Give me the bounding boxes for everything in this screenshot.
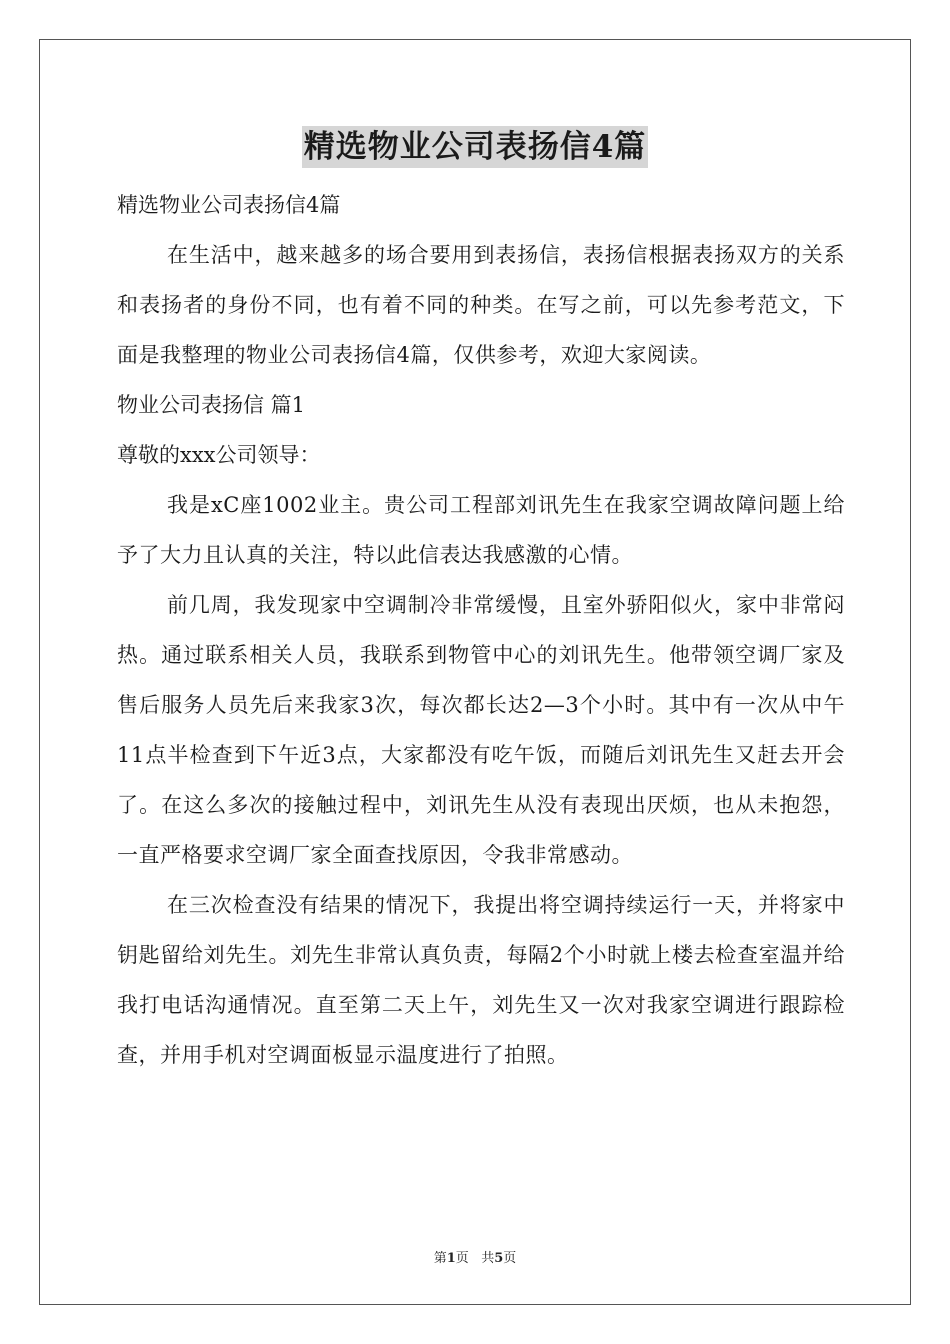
document-body: [117, 180, 845, 1080]
footer-total-pages: 5: [494, 1251, 504, 1266]
body-paragraph-2: 前几周，我发现家中空调制冷非常缓慢，且室外骄阳似火，家中非常闷热。通过联系相关人员，我联系到物管中心的刘讯先生。他带领空调厂家及售后服务人员先后来我家3次，每次都长达2—3个小时。其中有一次从中午11点半检查到下午近3点，大家都没有吃午饭，而随后刘讯先生又赶去开会了。在这么多次的接触过程中，刘讯先生从没有表现出厌烦，也从未抱怨，一直严格要求空调厂家全面查找原因，令我非常感动。: [117, 593, 845, 867]
salutation: 尊敬的xxx公司领导：: [117, 443, 321, 467]
footer-suffix: 页: [503, 1251, 517, 1266]
title-container: [0, 126, 950, 168]
body-paragraph-3: 在三次检查没有结果的情况下，我提出将空调持续运行一天，并将家中钥匙留给刘先生。刘先生非常认真负责，每隔2个小时就上楼去检查室温并给我打电话沟通情况。直至第二天上午，刘先生又一次对我家空调进行跟踪检查，并用手机对空调面板显示温度进行了拍照。: [117, 893, 845, 1067]
section-heading: 物业公司表扬信 篇1: [117, 393, 306, 417]
intro-paragraph: 在生活中，越来越多的场合要用到表扬信，表扬信根据表扬双方的关系和表扬者的身份不同，也有着不同的种类。在写之前，可以先参考范文，下面是我整理的物业公司表扬信4篇，仅供参考，欢迎大家阅读。: [117, 243, 845, 367]
footer-prefix: 第: [433, 1251, 447, 1266]
subtitle: 精选物业公司表扬信4篇: [117, 193, 341, 217]
page-title: 精选物业公司表扬信4篇: [302, 126, 649, 168]
footer-mid: 页 共: [455, 1251, 495, 1266]
footer-page-number: 1: [446, 1251, 456, 1266]
body-paragraph-1: 我是xC座1002业主。贵公司工程部刘讯先生在我家空调故障问题上给予了大力且认真的关注，特以此信表达我感激的心情。: [117, 493, 845, 567]
page-footer: [0, 1247, 950, 1266]
